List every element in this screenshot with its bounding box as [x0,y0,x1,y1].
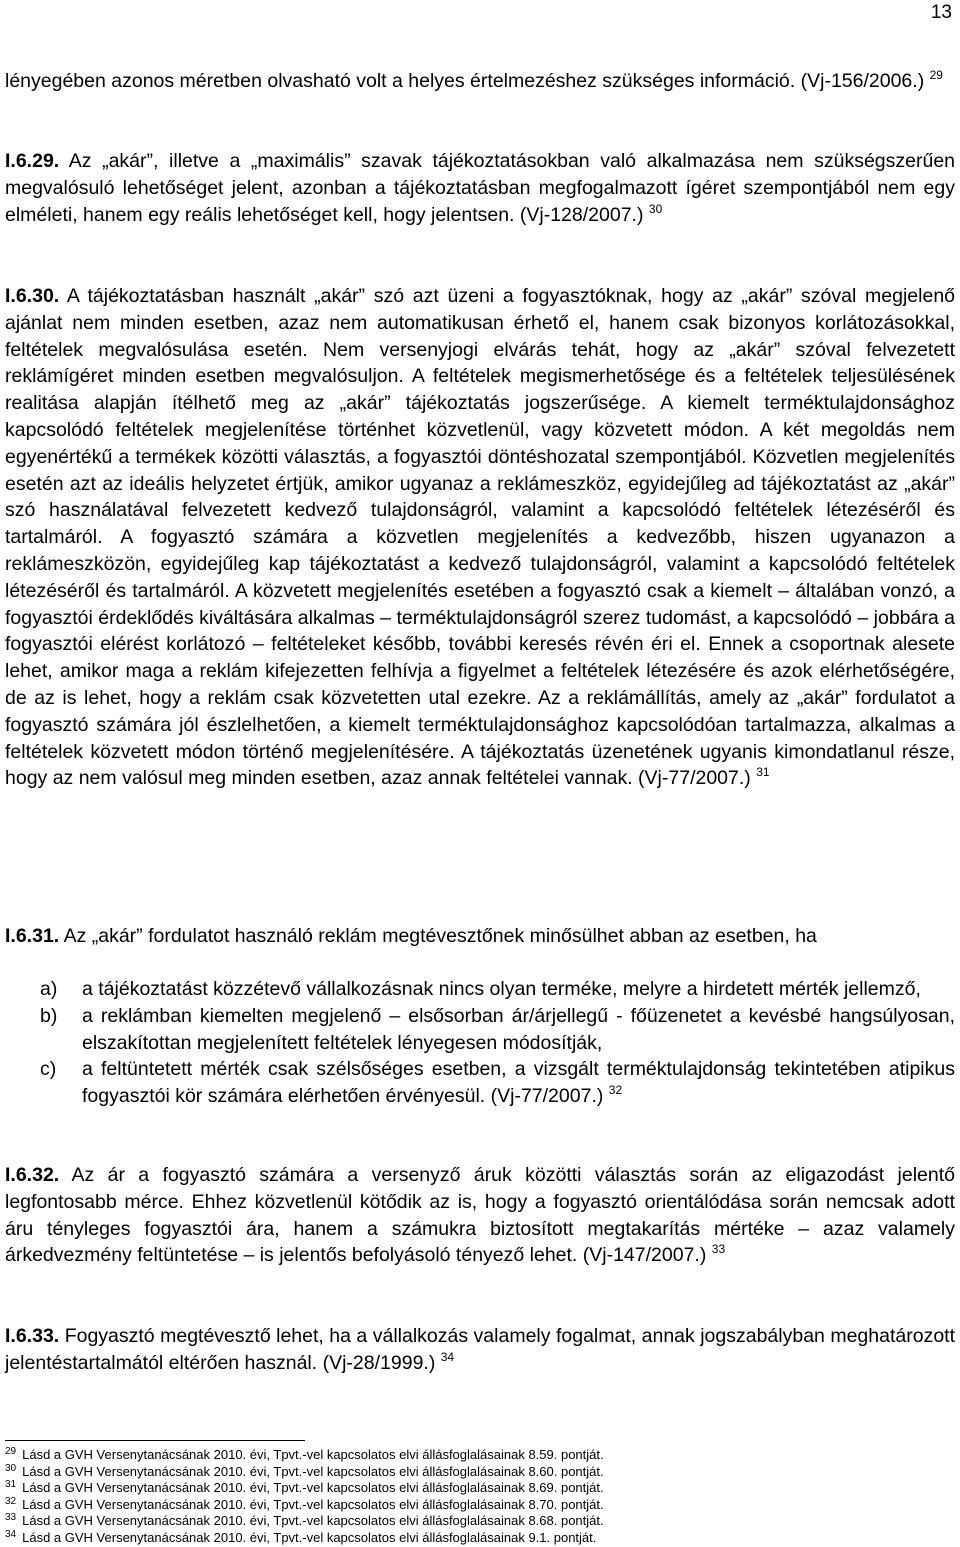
footnote [5,1480,905,1497]
list-item-text: a feltüntetett mérték csak szélsőséges esetben, a vizsgált terméktulajdonság tekintetében atipikus fogyasztói kör számára elérhetően érvényesül. (Vj-77/2007.) [82,1058,955,1108]
section-6-33 [5,1323,955,1377]
footnote-ref[interactable]: 30 [648,201,663,216]
footnote-text: Lásd a GVH Versenytanácsának 2010. évi, Tpvt.-vel kapcsolatos elvi állásfoglalásainak 8.68. pontját. [22,1513,604,1529]
section-6-30 [5,283,955,792]
footnote-text: Lásd a GVH Versenytanácsának 2010. évi, Tpvt.-vel kapcsolatos elvi állásfoglalásainak 8.69. pontját. [22,1480,604,1496]
footnote-number: 33 [5,1512,17,1524]
footnote-text: Lásd a GVH Versenytanácsának 2010. évi, Tpvt.-vel kapcsolatos elvi állásfoglalásainak 8.60. pontját. [22,1463,604,1479]
list-item [40,976,955,1003]
list-item-text-container [82,1056,955,1110]
footnotes [5,1447,905,1547]
footnote-text: Lásd a GVH Versenytanácsának 2010. évi, Tpvt.-vel kapcsolatos elvi állásfoglalásainak 8.59. pontját. [22,1447,604,1462]
intro-paragraph [5,68,955,95]
footnote-ref[interactable]: 31 [756,765,770,780]
footnote [5,1497,905,1514]
section-6-31-list [40,976,955,1110]
footnote-text: Lásd a GVH Versenytanácsának 2010. évi, Tpvt.-vel kapcsolatos elvi állásfoglalásainak 8.70. pontját. [22,1496,604,1512]
footnote-number: 29 [5,1446,17,1457]
footnote-separator [5,1440,305,1441]
footnote-number: 30 [5,1462,17,1474]
section-text: Az „akár”, illetve a „maximális” szavak tájékoztatásokban való alkalmazása nem szükségszerűen megvalósuló lehetőséget jelent, azonban a tájékoztatásban megfogalmazott ígéret szempontjából nem egy elméleti, hanem egy reális lehetőséget kell, hogy jelentsen. (Vj-128/2007.) [5,150,956,226]
list-marker: a) [40,978,58,1000]
section-6-29 [5,148,955,228]
footnote-ref[interactable]: 34 [440,1349,455,1364]
intro-text: lényegében azonos méretben olvasható volt a helyes értelmezéshez szükséges információ. (Vj-156/2006.) [5,70,925,92]
section-text: Fogyasztó megtévesztő lehet, ha a vállalkozás valamely fogalmat, annak jogszabályban meghatározott jelentéstartalmától eltérően használ. (Vj-28/1999.) [5,1325,956,1374]
section-id: I.6.30. [5,285,60,307]
section-id: I.6.32. [5,1164,60,1186]
section-text: Az „akár” fordulatot használó reklám megtévesztőnek minősülhet abban az esetben, ha [63,925,817,947]
footnote-ref[interactable]: 32 [608,1083,623,1098]
footnote-ref[interactable]: 29 [929,68,943,82]
footnote-text: Lásd a GVH Versenytanácsának 2010. évi, Tpvt.-vel kapcsolatos elvi állásfoglalásainak 9.1. pontját. [22,1529,597,1545]
section-id: I.6.29. [5,150,60,172]
list-item-text: a reklámban kiemelten megjelenő – elsősorban ár/árjellegű - főüzenetet a kevésbé hangsúlyosan, elszakítottan megjelenített feltételek lényegesen módosítják, [82,1004,955,1054]
section-id: I.6.31. [5,925,60,947]
footnote [5,1464,905,1481]
list-marker: b) [40,1004,58,1027]
footnote [5,1530,905,1547]
section-text: A tájékoztatásban használt „akár” szó azt üzeni a fogyasztóknak, hogy az „akár” szóval megjelenő ajánlat nem minden esetben, azaz nem automatikusan érhető el, hanem csak bizonyos korlátozásokkal, feltételek megvalósulása esetén. Nem versenyjogi elvárás tehát, hogy az „akár” szóval felvezetett reklámígéret minden esetben megvalósuljon. A feltételek megismerhetősége és a feltételek teljesülésének realitása alapján ítélhető meg az „akár” tájékoztatás jogszerűsége. A kiemelt terméktulajdonsághoz kapcsolódó feltételek megjelenítése történhet közvetlenül, vagy közvetett módon. A két megoldás nem egyenértékű a termékek közötti választás, a fogyasztói döntéshozatal szempontjából. Közvetlen megjelenítés esetén azt az ideális helyzetet értjük, amikor ugyanaz a reklámeszköz, egyidejűleg ad tájékoztatást az „akár” szó használatával felvezetett kedvező tulajdonságról, valamint a kapcsolódó feltételek létezéséről és tartalmáról. A fogyasztó számára a közvetlen megjelenítés a kedvezőbb, hiszen ugyanazon a reklámeszközön, egyidejűleg kap tájékoztatást a kedvező tulajdonságról, valamint a kapcsolódó feltételek létezéséről és tartalmáról. A közvetett megjelenítés esetében a fogyasztó csak a kiemelt – általában vonzó, a fogyasztói érdeklődés kiváltására alkalmas – terméktulajdonságról szerez tudomást, a kapcsolódó – jobbára a fogyasztói elérést korlátozó – feltételeket később, további keresés révén éri el. Ennek a csoportnak alesete lehet, amikor maga a reklám kifejezetten felhívja a figyelmet a feltételek létezésére és azok elérhetőségére, de az is lehet, hogy a reklám csak közvetetten utal ezekre. Az a reklámállítás, amely az „akár” fordulatot a fogyasztó számára jól észlelhetően, a kiemelt terméktulajdonsághoz kapcsolódóan tartalmazza, alkalmas a feltételek közvetett módon történő megjelenítésére. A tájékoztatás üzenetének ugyanis kimondatlanul része, hogy az nem valósul meg minden esetben, azaz annak feltételei vannak. (Vj-77/2007.) [5,285,956,790]
footnote-ref[interactable]: 33 [711,1242,726,1257]
page-number: 13 [930,2,952,23]
list-item-text: a tájékoztatást közzétevő vállalkozásnak nincs olyan terméke, melyre a hirdetett mérték jellemző, [82,978,921,1000]
section-6-31 [5,923,955,950]
section-6-32 [5,1162,955,1269]
list-item [40,1003,955,1057]
section-text: Az ár a fogyasztó számára a versenyző áruk közötti választás során az eligazodást jelentő legfontosabb mérce. Ehhez közvetlenül kötődik az is, hogy a fogyasztó orientálódása során nemcsak adott áru tényleges fogyasztói ára, hanem a számukra biztosított megtakarítás mértéke – azaz valamely árkedvezmény feltüntetése – is jelentős befolyásoló tényező lehet. (Vj-147/2007.) [5,1164,956,1267]
footnote-number: 34 [5,1528,17,1540]
footnote [5,1447,905,1464]
section-id: I.6.33. [5,1325,60,1347]
footnote-number: 32 [5,1495,17,1507]
list-item [40,1056,955,1110]
list-marker: c) [40,1058,57,1081]
footnote [5,1513,905,1530]
footnote-number: 31 [5,1479,17,1491]
